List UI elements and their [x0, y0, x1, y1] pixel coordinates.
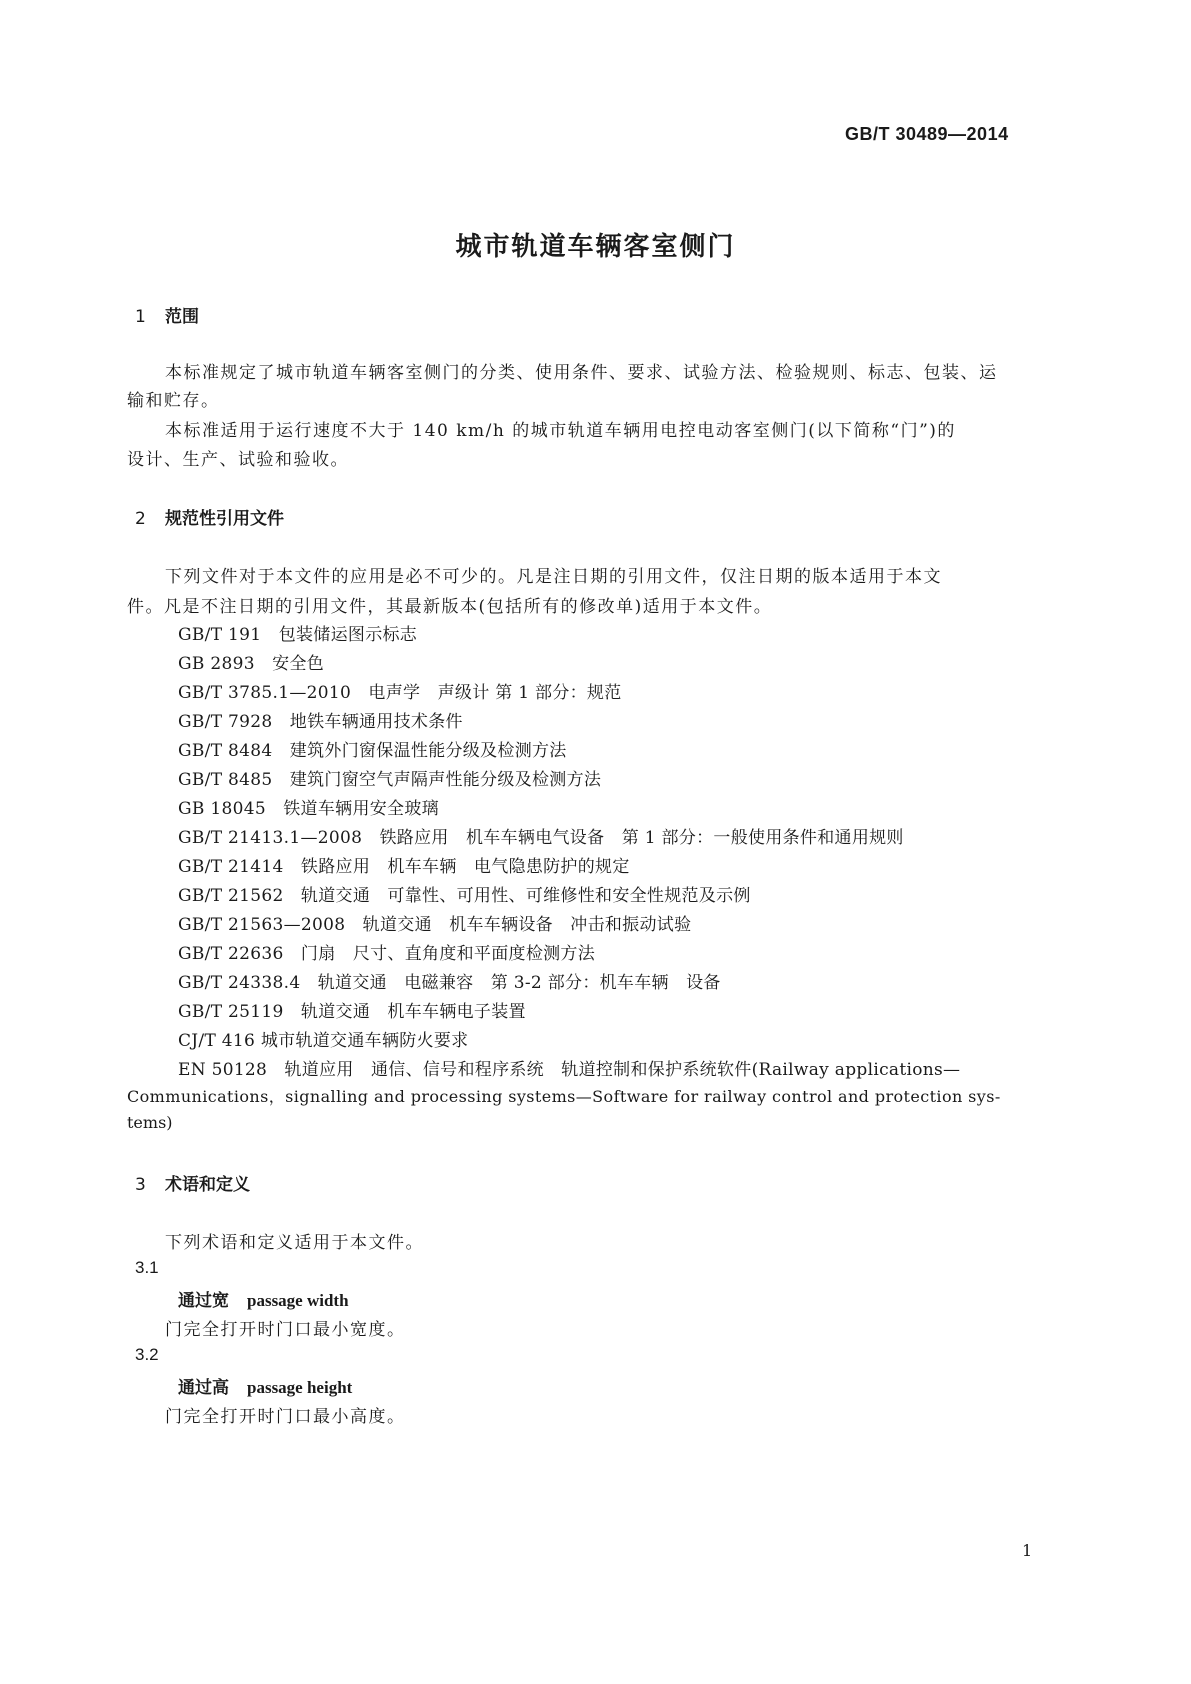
paragraph-line: 本标准规定了城市轨道车辆客室侧门的分类、使用条件、要求、试验方法、检验规则、标志、包装、运 [165, 363, 998, 383]
reference-item: GB/T 21562 轨道交通 可靠性、可用性、可维修性和安全性规范及示例 [178, 886, 751, 906]
reference-item-continued: tems) [127, 1113, 173, 1132]
term-en: passage width [247, 1291, 349, 1310]
term-zh: 通过高 [178, 1378, 229, 1398]
reference-item: GB/T 8484 建筑外门窗保温性能分级及检测方法 [178, 741, 567, 761]
paragraph-line: 件。凡是不注日期的引用文件，其最新版本(包括所有的修改单)适用于本文件。 [127, 597, 773, 617]
section-title: 规范性引用文件 [165, 509, 284, 529]
term-definition: 门完全打开时门口最小高度。 [165, 1407, 406, 1427]
standard-number: GB/T 30489—2014 [845, 124, 1009, 144]
paragraph-line: 输和贮存。 [127, 391, 220, 411]
reference-item: GB/T 3785.1—2010 电声学 声级计 第 1 部分：规范 [178, 683, 622, 703]
reference-item: GB/T 191 包装储运图示标志 [178, 625, 418, 645]
reference-item: GB/T 21563—2008 轨道交通 机车车辆设备 冲击和振动试验 [178, 915, 692, 935]
reference-item: GB/T 8485 建筑门窗空气声隔声性能分级及检测方法 [178, 770, 602, 790]
reference-item: EN 50128 轨道应用 通信、信号和程序系统 轨道控制和保护系统软件(Railway applications— [178, 1060, 961, 1080]
term-title [178, 1286, 349, 1311]
reference-item: GB/T 7928 地铁车辆通用技术条件 [178, 712, 463, 732]
term-number: 3.1 [135, 1258, 159, 1277]
reference-item: GB/T 25119 轨道交通 机车车辆电子装置 [178, 1002, 526, 1022]
term-zh: 通过宽 [178, 1291, 229, 1311]
reference-item: CJ/T 416 城市轨道交通车辆防火要求 [178, 1031, 469, 1051]
term-title [178, 1373, 352, 1398]
section-title: 术语和定义 [165, 1175, 250, 1195]
paragraph-line: 下列文件对于本文件的应用是必不可少的。凡是注日期的引用文件，仅注日期的版本适用于本文 [165, 567, 942, 587]
section-1-heading [135, 302, 199, 327]
section-number: 2 [135, 509, 146, 529]
reference-item: GB/T 22636 门扇 尺寸、直角度和平面度检测方法 [178, 944, 596, 964]
term-en: passage height [247, 1378, 353, 1397]
term-number: 3.2 [135, 1345, 159, 1364]
page-title: 城市轨道车辆客室侧门 [455, 232, 736, 262]
paragraph-line: 下列术语和定义适用于本文件。 [165, 1233, 424, 1253]
reference-item: GB 2893 安全色 [178, 654, 325, 674]
section-2-heading [135, 504, 284, 529]
reference-item: GB 18045 铁道车辆用安全玻璃 [178, 799, 439, 819]
page-number: 1 [1022, 1541, 1033, 1560]
section-number: 3 [135, 1175, 146, 1195]
reference-item: GB/T 24338.4 轨道交通 电磁兼容 第 3-2 部分：机车车辆 设备 [178, 973, 721, 993]
paragraph-line: 本标准适用于运行速度不大于 140 km/h 的城市轨道车辆用电控电动客室侧门(以下简称“门”)的 [165, 421, 956, 441]
section-3-heading [135, 1170, 250, 1195]
reference-item: GB/T 21414 铁路应用 机车车辆 电气隐患防护的规定 [178, 857, 630, 877]
reference-item-continued: Communications，signalling and processing systems—Software for railway control and protection sys- [127, 1087, 1001, 1106]
term-definition: 门完全打开时门口最小宽度。 [165, 1320, 406, 1340]
reference-item: GB/T 21413.1—2008 铁路应用 机车车辆电气设备 第 1 部分：一般使用条件和通用规则 [178, 828, 904, 848]
section-title: 范围 [165, 307, 199, 327]
section-number: 1 [135, 307, 146, 327]
paragraph-line: 设计、生产、试验和验收。 [127, 450, 349, 470]
